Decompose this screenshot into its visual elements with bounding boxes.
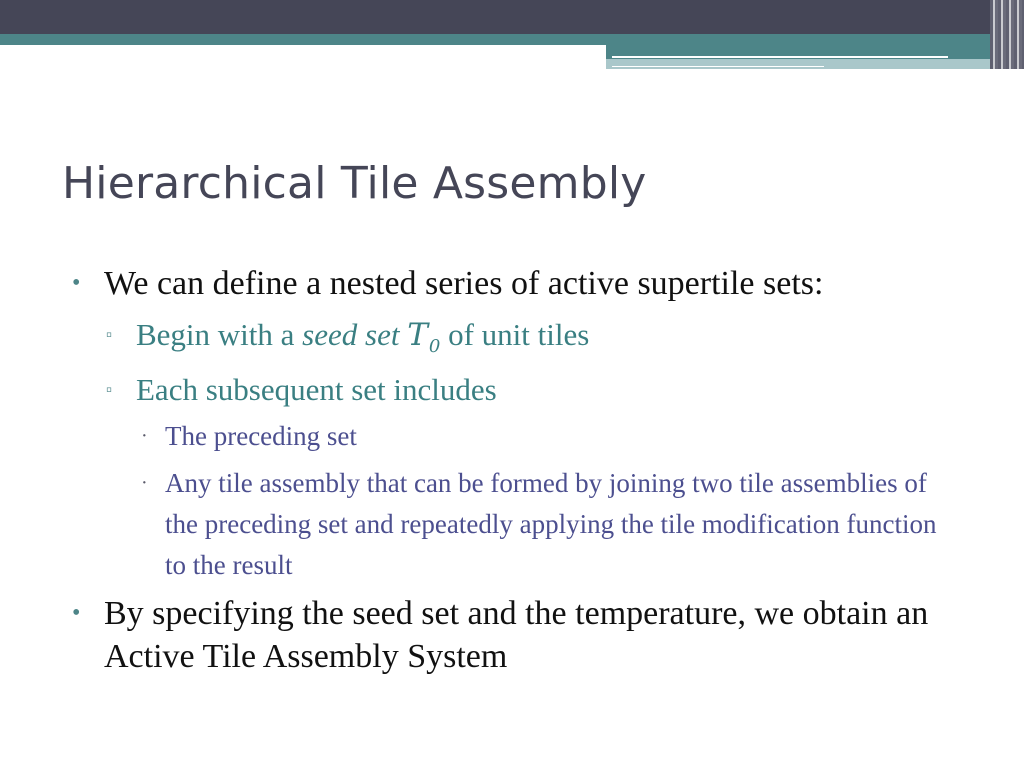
small-dot-bullet-icon: · (141, 425, 148, 447)
sub-sub-bullet-item-2 (72, 463, 962, 586)
sub-bullet-text: Each subsequent set includes (136, 372, 497, 407)
square-bullet-icon: ▫ (106, 325, 113, 344)
header-band-light (606, 59, 1024, 69)
small-dot-bullet-icon: · (141, 472, 148, 494)
bullet-item-2 (72, 592, 962, 678)
square-bullet-icon: ▫ (106, 380, 113, 399)
header-vertical-stripes (990, 0, 1024, 69)
header-band-teal (0, 34, 1024, 45)
slide-body (72, 262, 962, 678)
sub-sub-bullet-text: The preceding set (165, 421, 357, 451)
slide-title: Hierarchical Tile Assembly (62, 158, 647, 209)
bullet-text: We can define a nested series of active supertile sets: (104, 265, 824, 302)
bullet-dot-icon: • (72, 270, 81, 296)
header-band-dark (0, 0, 1024, 34)
sub-bullet-item-2 (72, 370, 962, 410)
header-accent-line-2 (612, 66, 824, 67)
seed-set-symbol: $T_0$ (407, 317, 441, 357)
header-accent-line (612, 56, 948, 58)
seed-set-subscript: 0 (428, 336, 441, 357)
bullet-item-1 (72, 262, 962, 305)
sub-sub-bullet-text: Any tile assembly that can be formed by joining two tile assemblies of the preceding set and repeatedly applying the tile modification function to the result (165, 468, 937, 580)
seed-set-term: seed set (302, 317, 400, 352)
bullet-text: By specifying the seed set and the temperature, we obtain an Active Tile Assembly System (104, 595, 929, 675)
bullet-dot-icon: • (72, 600, 81, 626)
sub-bullet-suffix: of unit tiles (448, 317, 590, 352)
sub-bullet-item-1 (72, 315, 962, 360)
sub-sub-bullet-item-1 (72, 416, 962, 457)
sub-bullet-prefix: Begin with a (136, 317, 295, 352)
